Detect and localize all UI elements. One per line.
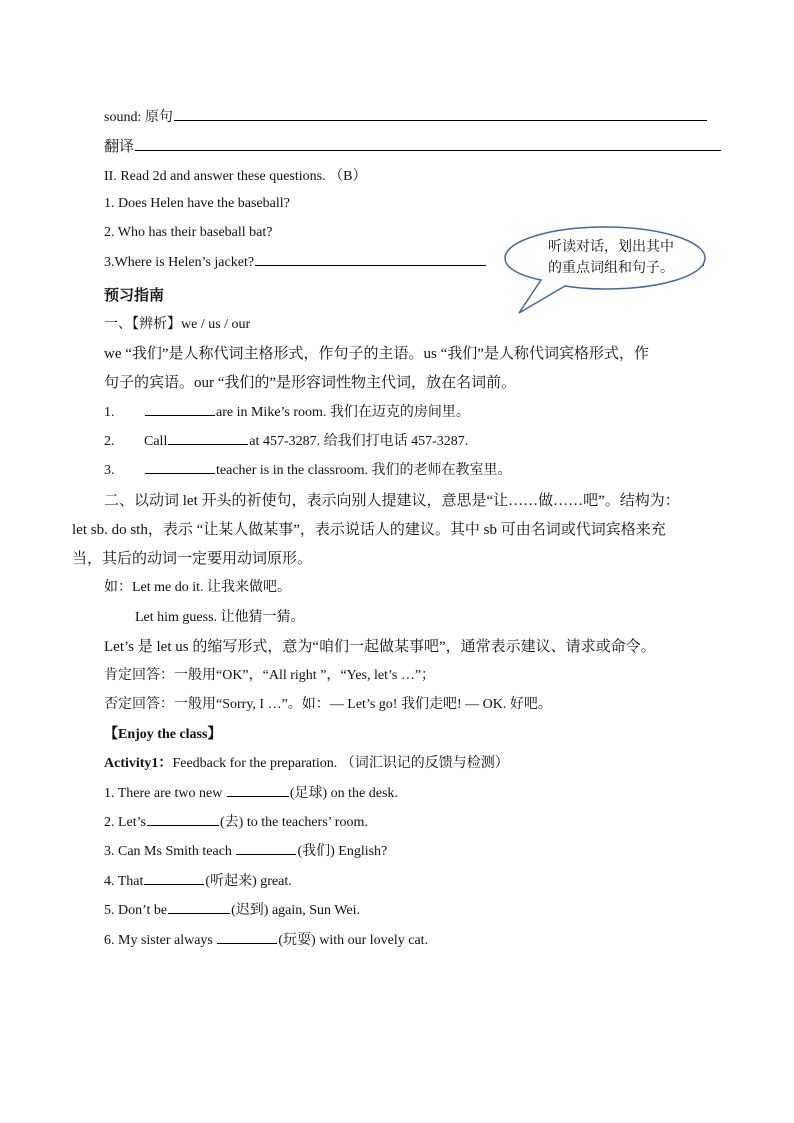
- item-4-prefix: 4. That: [104, 874, 144, 889]
- translate-label: 翻译: [104, 139, 135, 155]
- activity-item-5: [104, 899, 360, 919]
- question-3: 3.Where is Helen’s jacket?: [104, 255, 255, 270]
- example-3: [104, 459, 512, 479]
- item-2-suffix: (去) to the teachers’ room.: [220, 815, 368, 830]
- section-2-para-1: 二、以动词 let 开头的祈使句，表示向别人提建议，意思是“让……做……吧”。结构为：: [104, 493, 680, 509]
- item-1-prefix: 1. There are two new: [104, 786, 226, 801]
- bubble-text: [541, 237, 681, 279]
- section-1-para-2: 句子的宾语。our “我们的”是形容词性物主代词，放在名词前。: [104, 375, 517, 391]
- activity-item-3: [104, 840, 387, 860]
- guide-title: 预习指南: [104, 288, 165, 304]
- bubble-line-1: 听读对话，划出其中: [548, 239, 674, 255]
- negative-answer: 否定回答：一般用“Sorry, I …”。如：— Let’s go! 我们走吧! — OK. 好吧。: [104, 697, 552, 712]
- example-2-text: at 457-3287. 给我们打电话 457-3287.: [249, 434, 469, 449]
- answer-blank[interactable]: [144, 883, 204, 885]
- bubble-line-2: 的重点词组和句子。: [548, 260, 674, 276]
- translate-line: [104, 135, 722, 156]
- section-1-para-1: we “我们”是人称代词主格形式，作句子的主语。us “我们”是人称代词宾格形式，作: [104, 346, 649, 362]
- item-3-prefix: 3. Can Ms Smith teach: [104, 844, 236, 859]
- activity-1-label: Activity1：: [104, 756, 173, 771]
- example-3-text: teacher is in the classroom. 我们的老师在教室里。: [216, 463, 512, 478]
- activity-1-heading: [104, 752, 509, 772]
- answer-blank[interactable]: [236, 853, 296, 855]
- read2d-line: II. Read 2d and answer these questions. （B）: [104, 169, 367, 184]
- answer-blank[interactable]: [255, 264, 486, 266]
- example-1: [104, 401, 470, 421]
- answer-blank[interactable]: [145, 414, 215, 416]
- example-let-me: 如：Let me do it. 让我来做吧。: [104, 580, 292, 595]
- item-3-suffix: (我们) English?: [297, 844, 388, 859]
- item-5-suffix: (迟到) again, Sun Wei.: [231, 903, 360, 918]
- section-2-para-3: 当，其后的动词一定要用动词原形。: [72, 551, 313, 567]
- item-4-suffix: (听起来) great.: [205, 874, 292, 889]
- item-2-prefix: 2. Let’s: [104, 815, 146, 830]
- sound-label: sound: 原句: [104, 110, 173, 125]
- answer-blank[interactable]: [135, 149, 721, 151]
- item-1-suffix: (足球) on the desk.: [289, 786, 398, 801]
- activity-item-1: [104, 782, 398, 802]
- item-6-prefix: 6. My sister always: [104, 933, 217, 948]
- example-1-text: are in Mike’s room. 我们在迈克的房间里。: [216, 405, 470, 420]
- answer-blank[interactable]: [174, 119, 707, 121]
- answer-blank[interactable]: [145, 472, 215, 474]
- activity-1-text: Feedback for the preparation. （词汇识记的反馈与检测）: [172, 756, 509, 771]
- positive-answer: 肯定回答：一般用“OK”，“All right ”，“Yes, let’s …”；: [104, 668, 436, 683]
- activity-item-6: [104, 929, 428, 949]
- item-6-suffix: (玩耍) with our lovely cat.: [278, 933, 429, 948]
- example-2-prefix: Call: [144, 434, 168, 449]
- item-5-prefix: 5. Don’t be: [104, 903, 168, 918]
- answer-blank[interactable]: [168, 443, 248, 445]
- example-1-number: 1.: [104, 405, 115, 420]
- speech-bubble: [505, 225, 705, 291]
- answer-blank[interactable]: [217, 942, 277, 944]
- example-2: [104, 430, 468, 450]
- section-2-para-2: let sb. do sth，表示 “让某人做某事”，表示说话人的建议。其中 sb 可由名词或代词宾格来充: [72, 522, 666, 538]
- lets-explanation: Let’s 是 let us 的缩写形式，意为“咱们一起做某事吧”，通常表示建议、请求或命令。: [104, 639, 656, 655]
- sound-line: [104, 106, 708, 126]
- question-2: 2. Who has their baseball bat?: [104, 225, 273, 240]
- answer-blank[interactable]: [168, 912, 230, 914]
- activity-item-4: [104, 870, 292, 890]
- answer-blank[interactable]: [227, 795, 289, 797]
- enjoy-class-heading: 【Enjoy the class】: [104, 727, 222, 742]
- example-3-number: 3.: [104, 463, 115, 478]
- activity-item-2: [104, 811, 368, 831]
- question-1: 1. Does Helen have the baseball?: [104, 196, 290, 211]
- section-1-title: 一、【辨析】we / us / our: [104, 317, 251, 332]
- example-let-him: Let him guess. 让他猜一猜。: [135, 610, 305, 625]
- answer-blank[interactable]: [147, 824, 219, 826]
- example-2-number: 2.: [104, 434, 115, 449]
